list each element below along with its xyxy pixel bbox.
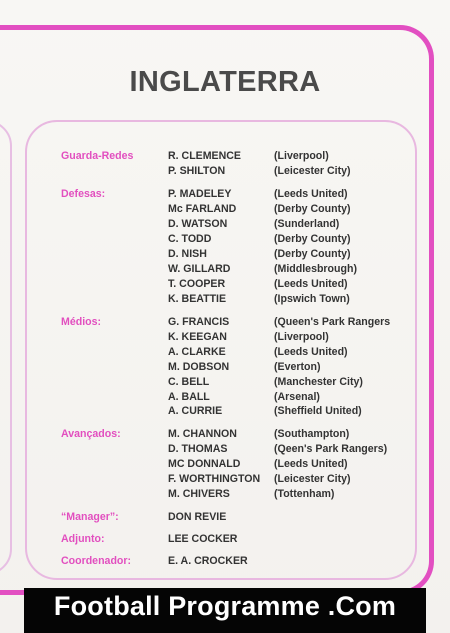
player-club: (Tottenham) <box>274 488 335 500</box>
player-club: (Leeds United) <box>274 188 348 200</box>
player-name: D. THOMAS <box>168 443 228 455</box>
watermark-text: Football Programme .Com <box>53 591 397 621</box>
player-club: (Leeds United) <box>274 458 348 470</box>
player-club: (Ipswich Town) <box>274 293 350 305</box>
role-manager: “Manager”: <box>61 511 119 523</box>
player-name: K. KEEGAN <box>168 331 227 343</box>
player-club: (Southampton) <box>274 428 350 440</box>
player-club: (Liverpool) <box>274 150 329 162</box>
player-club: (Leeds United) <box>274 346 348 358</box>
player-name: D. WATSON <box>168 218 228 230</box>
role-coordinator: Coordenador: <box>61 555 132 567</box>
player-name: MC DONNALD <box>168 458 241 470</box>
player-club: (Derby County) <box>274 233 351 245</box>
player-name: G. FRANCIS <box>168 316 230 328</box>
watermark-banner <box>24 588 426 633</box>
player-club: (Everton) <box>274 361 321 373</box>
player-name: P. MADELEY <box>168 188 232 200</box>
player-name: D. NISH <box>168 248 207 260</box>
player-name: M. DOBSON <box>168 361 230 373</box>
role-goalkeepers: Guarda-Redes <box>61 150 134 162</box>
staff-name: DON REVIE <box>168 511 227 523</box>
staff-name: E. A. CROCKER <box>168 555 248 567</box>
player-name: M. CHANNON <box>168 428 237 440</box>
player-club: (Liverpool) <box>274 331 329 343</box>
player-name: T. COOPER <box>168 278 226 290</box>
player-club: (Queen's Park Rangers <box>274 316 391 328</box>
player-name: K. BEATTIE <box>168 293 227 305</box>
page-title: INGLATERRA <box>129 66 321 98</box>
player-club: (Leeds United) <box>274 278 348 290</box>
player-name: A. CLARKE <box>168 346 226 358</box>
player-name: P. SHILTON <box>168 165 226 177</box>
player-name: C. TODD <box>168 233 212 245</box>
player-club: (Leicester City) <box>274 165 351 177</box>
player-club: (Leicester City) <box>274 473 351 485</box>
player-club: (Sunderland) <box>274 218 340 230</box>
role-defenders: Defesas: <box>61 188 106 200</box>
player-name: F. WORTHINGTON <box>168 473 261 485</box>
player-club: (Qeen's Park Rangers) <box>274 443 388 455</box>
player-club: (Derby County) <box>274 203 351 215</box>
player-club: (Derby County) <box>274 248 351 260</box>
role-forwards: Avançados: <box>61 428 121 440</box>
player-club: (Sheffield United) <box>274 405 362 417</box>
player-name: Mc FARLAND <box>168 203 237 215</box>
player-name: C. BELL <box>168 376 210 388</box>
player-name: M. CHIVERS <box>168 488 230 500</box>
player-name: R. CLEMENCE <box>168 150 241 162</box>
player-club: (Middlesbrough) <box>274 263 357 275</box>
role-assistant: Adjunto: <box>61 533 105 545</box>
role-midfielders: Médios: <box>61 316 102 328</box>
player-name: A. CURRIE <box>168 405 223 417</box>
player-club: (Arsenal) <box>274 391 320 403</box>
player-name: A. BALL <box>168 391 210 403</box>
staff-name: LEE COCKER <box>168 533 238 545</box>
player-name: W. GILLARD <box>168 263 231 275</box>
player-club: (Manchester City) <box>274 376 363 388</box>
